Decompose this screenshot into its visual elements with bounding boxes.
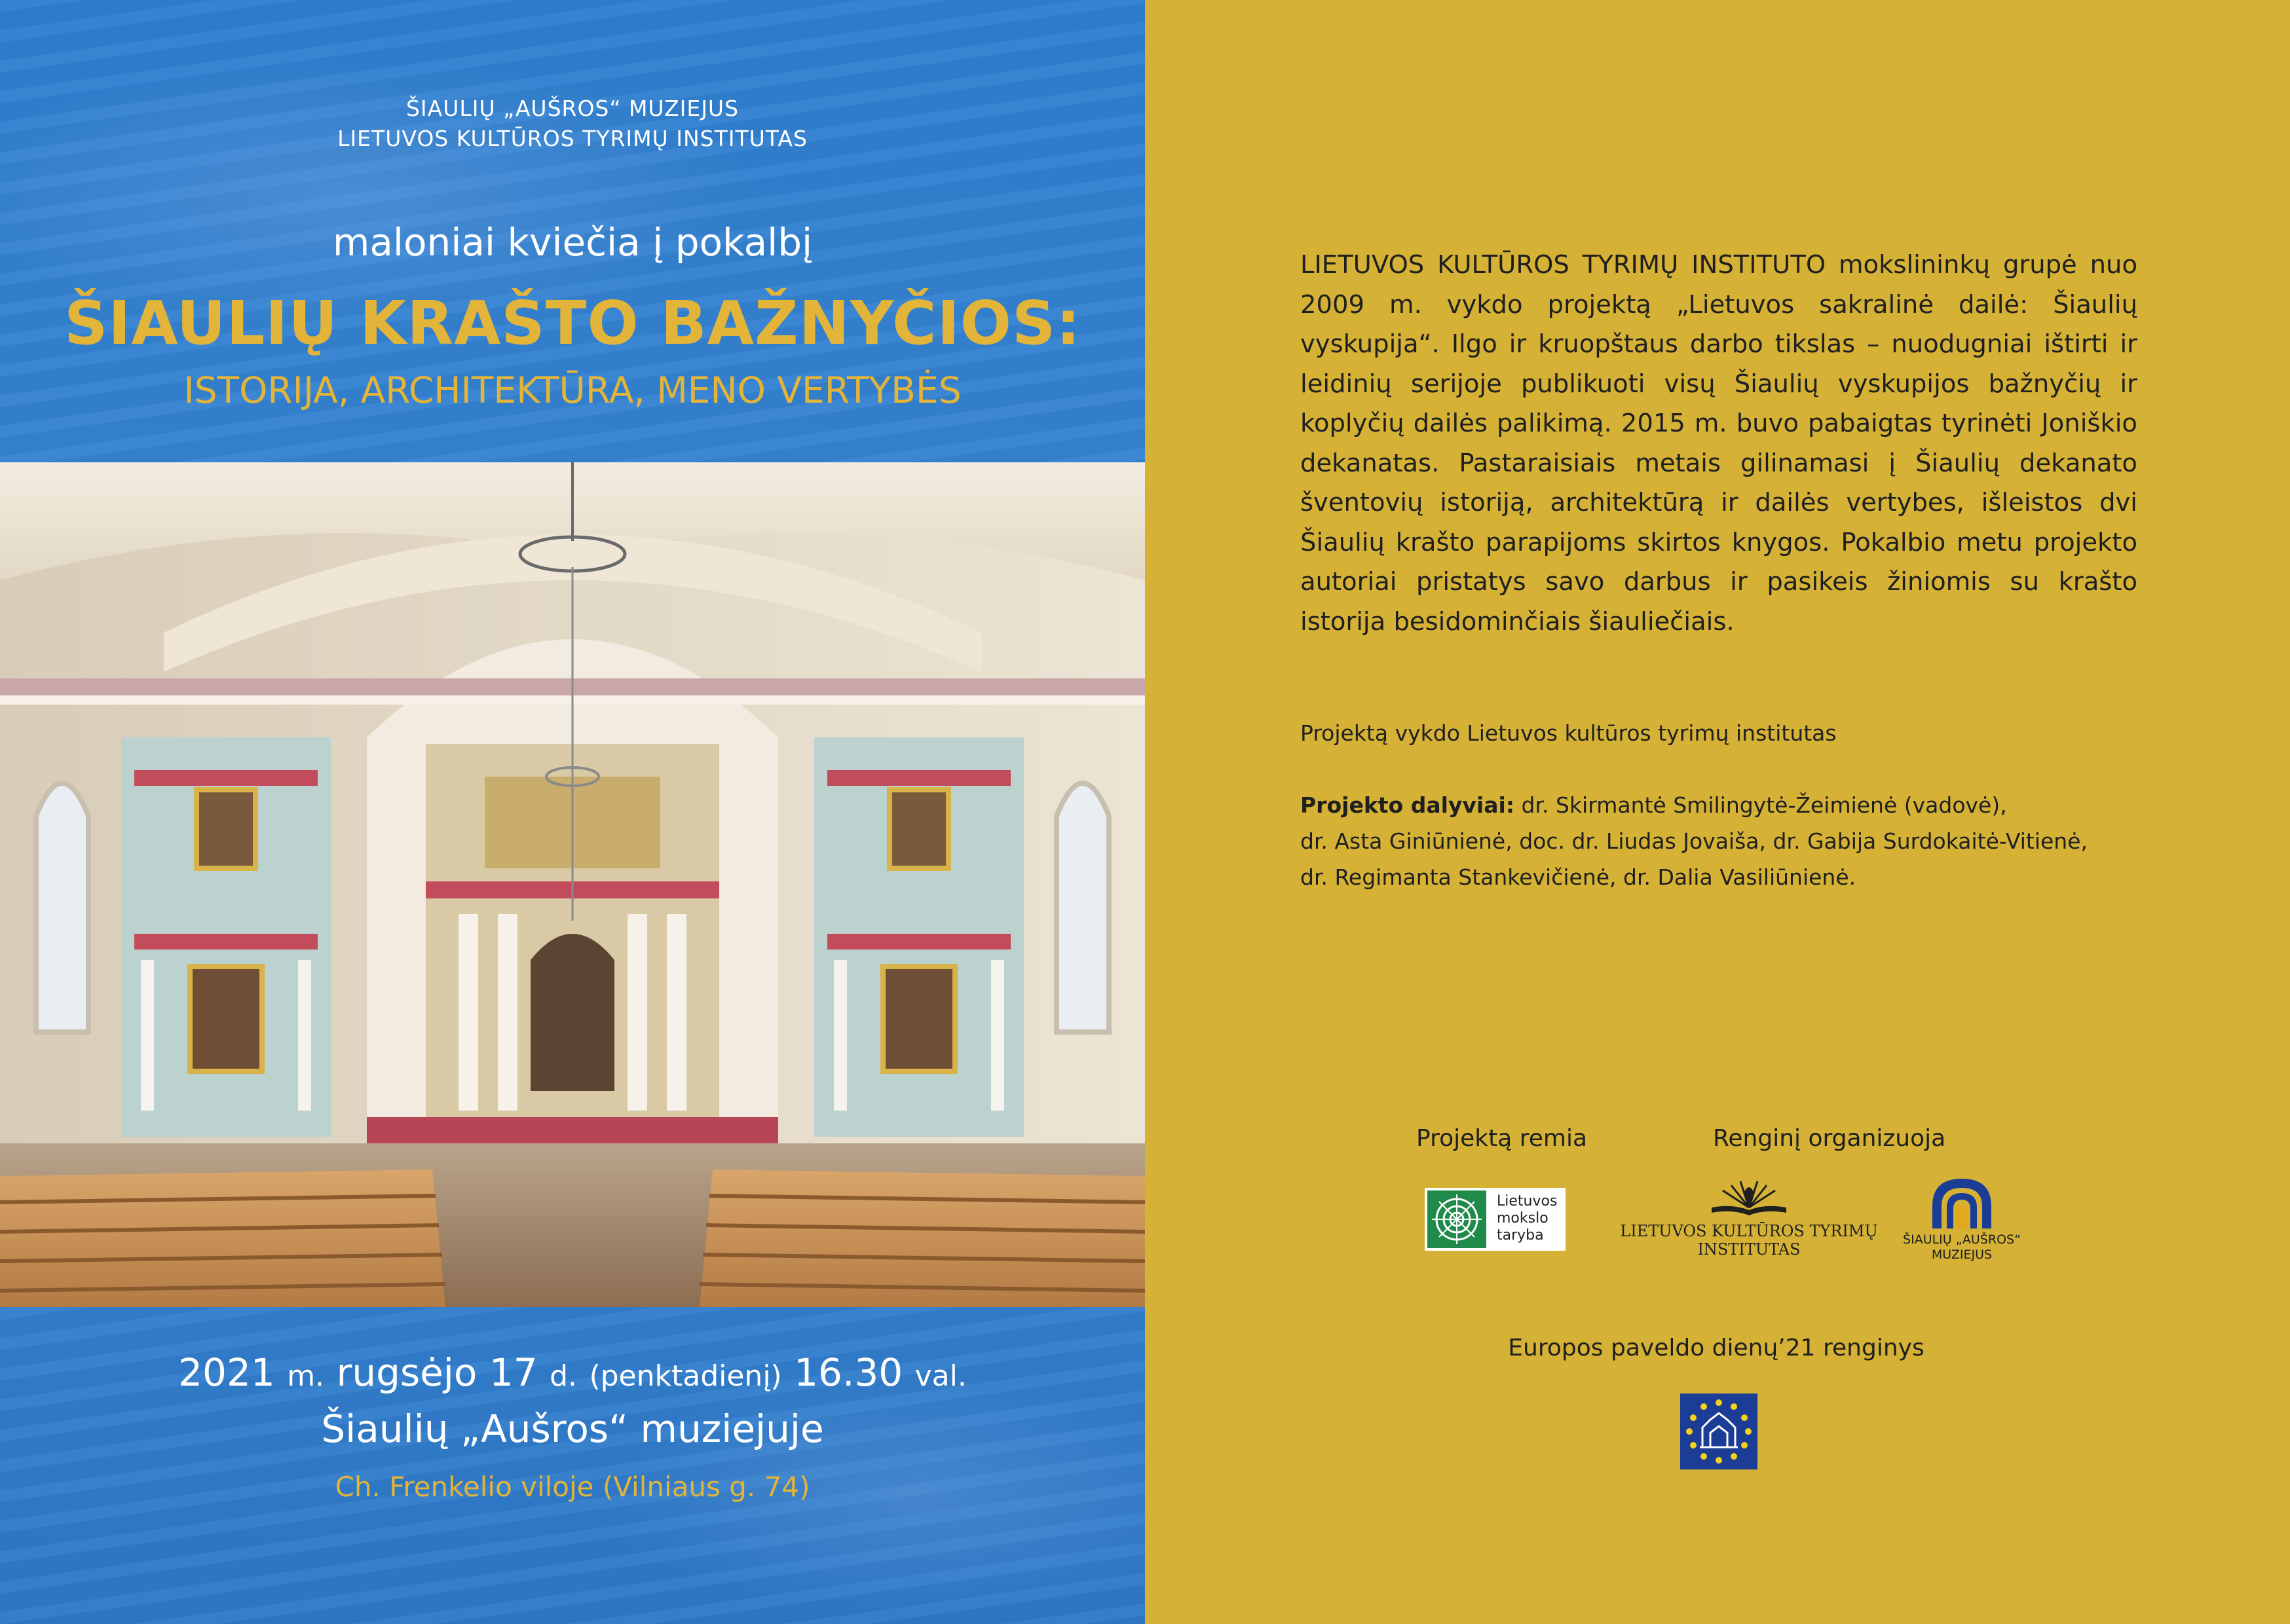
date-m: m. bbox=[287, 1359, 325, 1393]
lmt-logo-text bbox=[1497, 1193, 1557, 1244]
lmt-logo-icon bbox=[1427, 1190, 1486, 1248]
organized-by-label: Renginį organizuoja bbox=[1713, 1125, 1946, 1152]
lkti-line-1: LIETUVOS KULTŪROS TYRIMŲ bbox=[1620, 1222, 1878, 1240]
supported-by-label: Projektą remia bbox=[1416, 1125, 1588, 1152]
lmt-logo bbox=[1425, 1188, 1566, 1251]
lkti-book-icon bbox=[1706, 1179, 1792, 1219]
implemented-by: Projektą vykdo Lietuvos kultūros tyrimų institutas bbox=[1300, 720, 1837, 746]
lkti-logo-text bbox=[1618, 1222, 1880, 1259]
organizer-institute: LIETUVOS KULTŪROS TYRIMŲ INSTITUTAS bbox=[337, 126, 808, 151]
ausros-line-2: MUZIEJUS bbox=[1931, 1247, 1993, 1262]
lmt-line-3: taryba bbox=[1497, 1227, 1544, 1244]
date-year: 2021 bbox=[178, 1350, 275, 1395]
ausros-logo-text bbox=[1900, 1232, 2024, 1263]
participants-line-3: dr. Regimanta Stankevičienė, dr. Dalia Vasiliūnienė. bbox=[1300, 864, 1856, 890]
lmt-line-1: Lietuvos bbox=[1497, 1193, 1558, 1209]
participants-label: Projekto dalyviai: bbox=[1300, 792, 1515, 818]
heritage-days-caption: Europos paveldo dienų’21 renginys bbox=[1508, 1335, 1924, 1361]
lkti-line-2: INSTITUTAS bbox=[1697, 1240, 1801, 1259]
ausros-arch-icon bbox=[1926, 1173, 1998, 1230]
event-title: ŠIAULIŲ KRAŠTO BAŽNYČIOS: bbox=[64, 288, 1081, 358]
project-description: LIETUVOS KULTŪROS TYRIMŲ INSTITUTO mokslininkų grupė nuo 2009 m. vykdo projektą „Lietuvos sakralinė dailė: Šiaulių vyskupija“. Ilgo ir kruopštaus darbo tikslas – nuodugniai ištirti ir leidinių serijoje publikuoti visų Šiaulių vyskupijos bažnyčių ir koplyčių dailės palikimą. 2015 m. buvo pabaigtas tyrinėti Joniškio dekanatas. Pastaraisiais metais gilinamasi į Šiaulių dekanato šventovių istoriją, architektūrą ir dailės vertybes, išleistos dvi Šiaulių krašto parapijoms skirtos knygos. Pokalbio metu projekto autoriai pristatys savo darbus ir pasikeis žiniomis su krašto istorija besidominčiais šiauliečiais. bbox=[1300, 250, 2137, 637]
lmt-line-2: mokslo bbox=[1497, 1210, 1549, 1227]
invite-line: maloniai kviečia į pokalbį bbox=[332, 220, 813, 265]
event-date bbox=[0, 1350, 1145, 1395]
participants-line-2: dr. Asta Giniūnienė, doc. dr. Liudas Jovaiša, dr. Gabija Surdokaitė-Vitienė, bbox=[1300, 828, 2088, 854]
ausros-line-1: ŠIAULIŲ „AUŠROS“ bbox=[1903, 1232, 2021, 1247]
participants bbox=[1300, 787, 2152, 895]
date-time: 16.30 bbox=[794, 1350, 903, 1395]
event-venue: Šiaulių „Aušros“ muziejuje bbox=[321, 1407, 824, 1451]
ausros-logo bbox=[1900, 1173, 2024, 1263]
date-weekday: (penktadienį) bbox=[589, 1359, 782, 1393]
european-heritage-days-icon bbox=[1680, 1393, 1757, 1469]
event-address: Ch. Frenkelio viloje (Vilniaus g. 74) bbox=[335, 1471, 810, 1503]
lkti-logo bbox=[1618, 1179, 1880, 1259]
event-subtitle: ISTORIJA, ARCHITEKTŪRA, MENO VERTYBĖS bbox=[183, 369, 962, 411]
date-val: val. bbox=[914, 1359, 967, 1393]
church-interior-photo bbox=[0, 462, 1145, 1307]
organizer-museum: ŠIAULIŲ „AUŠROS“ MUZIEJUS bbox=[405, 96, 740, 121]
date-month: rugsėjo 17 bbox=[336, 1350, 538, 1395]
date-d: d. bbox=[550, 1359, 578, 1393]
participants-line-1: dr. Skirmantė Smilingytė-Žeimienė (vadovė), bbox=[1521, 792, 2007, 818]
